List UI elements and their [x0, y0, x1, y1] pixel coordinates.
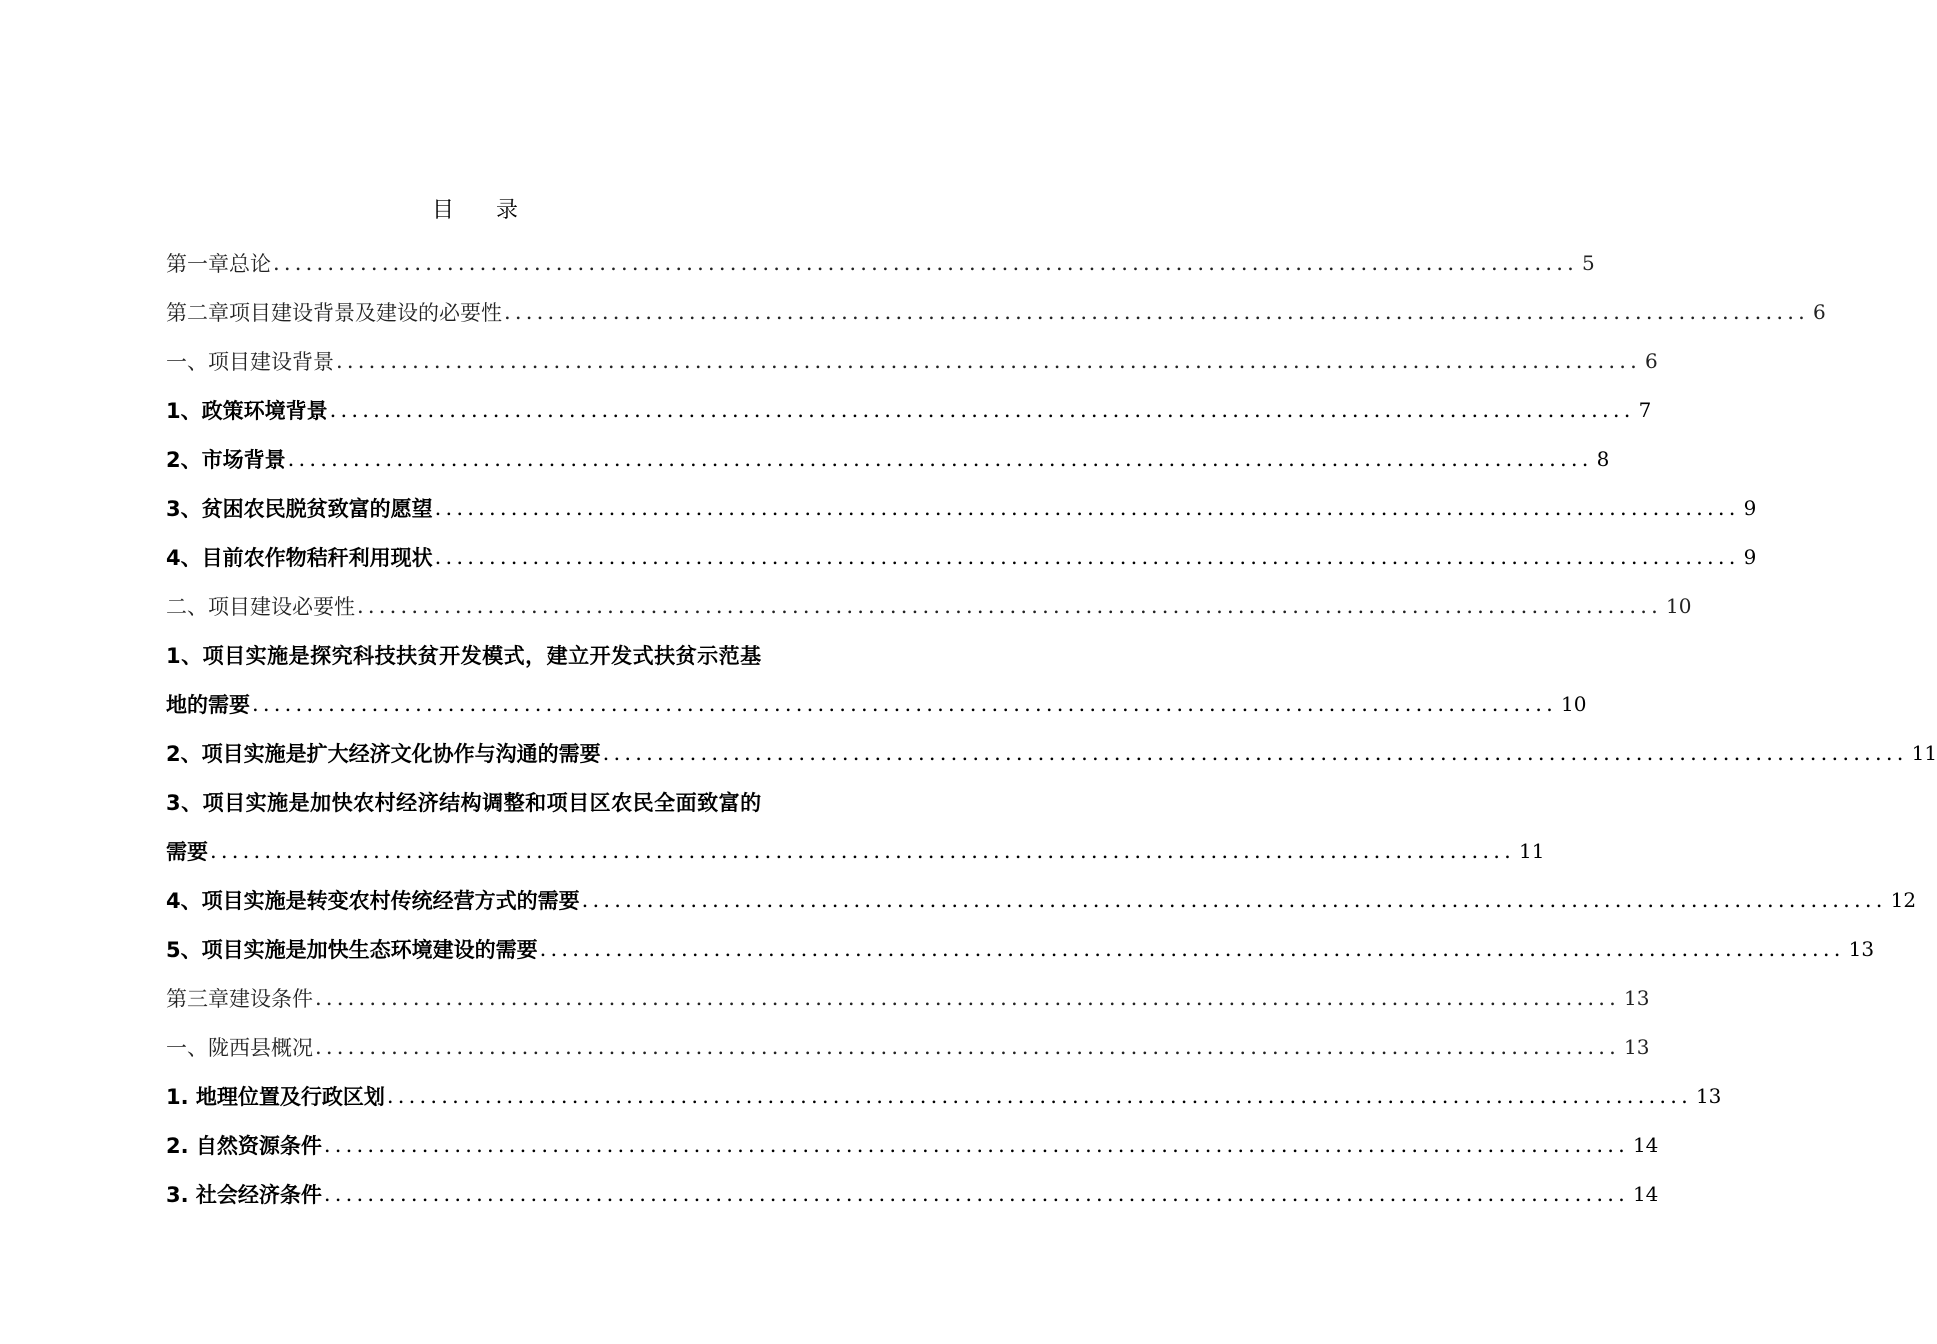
toc-entry[interactable]: [166, 581, 1692, 630]
toc-page-number: 14: [1632, 1181, 1659, 1206]
toc-entry[interactable]: [166, 336, 1658, 385]
toc-title-right: 录: [496, 198, 519, 223]
toc-entry[interactable]: [166, 238, 1595, 287]
toc-entry[interactable]: [166, 385, 1652, 434]
toc-entry-text: 需要: [166, 839, 208, 864]
toc-entry[interactable]: [166, 532, 1757, 581]
toc-entry[interactable]: [166, 826, 1545, 875]
toc-dot-leader: ........................................................................................................................: [434, 495, 1740, 520]
toc-entry-text: 二、项目建设必要性: [166, 594, 355, 619]
toc-page-number: 11: [1911, 740, 1937, 765]
toc-entry-text: 地的需要: [166, 692, 250, 717]
toc-dot-leader: ........................................................................................................................: [315, 985, 1621, 1010]
toc-entry-text: 2、市场背景: [166, 447, 286, 472]
toc-page-number: 12: [1890, 887, 1917, 912]
toc-entry[interactable]: [166, 679, 1587, 728]
toc-entry-text: 1. 地理位置及行政区划: [166, 1084, 385, 1109]
toc-entry[interactable]: [166, 1022, 1650, 1071]
toc-entry[interactable]: [166, 728, 1937, 777]
toc-entry-text: 项目建设背景及建设的必要性: [229, 300, 502, 325]
toc-entry-text: 3. 社会经济条件: [166, 1182, 322, 1207]
toc-page-number: 10: [1666, 593, 1692, 618]
toc-page-number: 6: [1645, 348, 1658, 373]
toc-entry[interactable]: [166, 924, 1875, 973]
toc-entry[interactable]: [166, 1169, 1659, 1218]
toc-page-number: 9: [1743, 495, 1757, 520]
toc-page-number: 9: [1743, 544, 1757, 569]
toc-entry-text: 一、陇西县概况: [166, 1035, 313, 1060]
toc-entry-text: 1、政策环境背景: [166, 398, 328, 423]
toc-entry-text: 总论: [229, 251, 271, 276]
toc-entry-text: 3、贫困农民脱贫致富的愿望: [166, 496, 433, 521]
toc-entry[interactable]: [166, 434, 1610, 483]
toc-entry[interactable]: [166, 777, 830, 826]
toc-entry-text: 1、项目实施是探究科技扶贫开发模式，建立开发式扶贫示范基: [166, 643, 762, 668]
toc-page-number: 13: [1695, 1083, 1722, 1108]
toc-entry-text: 3、项目实施是加快农村经济结构调整和项目区农民全面致富的: [166, 790, 762, 815]
toc-entry[interactable]: [166, 1120, 1659, 1169]
toc-page-number: 7: [1638, 397, 1652, 422]
toc-chapter-label: 第一章: [166, 251, 229, 276]
toc-dot-leader: ........................................................................................................................: [357, 593, 1663, 618]
toc-chapter-label: 第二章: [166, 300, 229, 325]
toc-dot-leader: ........................................................................................................................: [210, 838, 1516, 863]
toc-page-number: 13: [1624, 1034, 1650, 1059]
toc-dot-leader: ........................................................................................................................: [329, 397, 1635, 422]
toc-page-number: 8: [1596, 446, 1610, 471]
toc-dot-leader: ........................................................................................................................: [287, 446, 1593, 471]
toc-page-number: 13: [1848, 936, 1875, 961]
toc-entry[interactable]: [166, 1071, 1722, 1120]
toc-page-number: 5: [1582, 250, 1595, 275]
toc-dot-leader: ........................................................................................................................: [504, 299, 1810, 324]
toc-entry[interactable]: [166, 287, 1826, 336]
toc-entry-text: 2. 自然资源条件: [166, 1133, 322, 1158]
table-of-contents: [166, 238, 1937, 1218]
toc-dot-leader: ........................................................................................................................: [434, 544, 1740, 569]
toc-dot-leader: ........................................................................................................................: [315, 1034, 1621, 1059]
toc-page-number: 6: [1813, 299, 1826, 324]
toc-dot-leader: ........................................................................................................................: [323, 1181, 1629, 1206]
toc-entry-text: 4、目前农作物秸秆利用现状: [166, 545, 433, 570]
toc-entry-text: 建设条件: [229, 986, 313, 1011]
toc-entry[interactable]: [166, 483, 1757, 532]
toc-entry[interactable]: [166, 630, 830, 679]
toc-page-number: 10: [1561, 691, 1587, 716]
toc-page-number: 11: [1519, 838, 1545, 863]
toc-entry[interactable]: [166, 875, 1917, 924]
toc-entry-text: 2、项目实施是扩大经济文化协作与沟通的需要: [166, 741, 601, 766]
toc-dot-leader: ........................................................................................................................: [386, 1083, 1692, 1108]
toc-dot-leader: ........................................................................................................................: [602, 740, 1908, 765]
toc-page-number: 14: [1632, 1132, 1659, 1157]
toc-dot-leader: ........................................................................................................................: [336, 348, 1642, 373]
toc-dot-leader: ........................................................................................................................: [323, 1132, 1629, 1157]
toc-entry-text: 5、项目实施是加快生态环境建设的需要: [166, 937, 538, 962]
toc-entry-text: 一、项目建设背景: [166, 349, 334, 374]
toc-dot-leader: ........................................................................................................................: [252, 691, 1558, 716]
toc-dot-leader: ........................................................................................................................: [539, 936, 1845, 961]
toc-chapter-label: 第三章: [166, 986, 229, 1011]
toc-entry-text: 4、项目实施是转变农村传统经营方式的需要: [166, 888, 580, 913]
toc-entry[interactable]: [166, 973, 1650, 1022]
toc-title-left: 目: [431, 198, 454, 223]
toc-page-number: 13: [1624, 985, 1650, 1010]
toc-title: [0, 196, 950, 226]
toc-dot-leader: ........................................................................................................................: [273, 250, 1579, 275]
toc-dot-leader: ........................................................................................................................: [581, 887, 1887, 912]
